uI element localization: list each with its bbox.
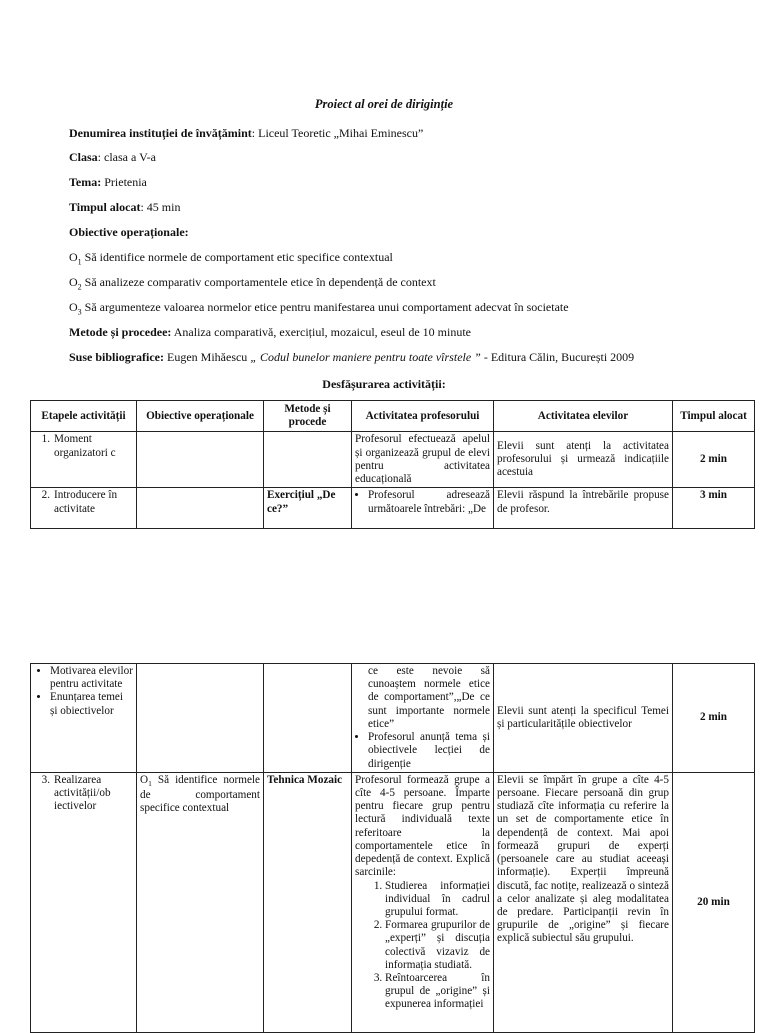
row2-time: 3 min bbox=[673, 488, 755, 529]
row3-stage-text: Realizarea activității/ob iectivelor bbox=[54, 773, 111, 813]
row2b-stage-item-1: • Motivarea elevilor pentru activitate bbox=[50, 665, 133, 691]
header-methods: Metode și procede bbox=[264, 401, 352, 432]
o2-text: Să analizeze comparativ comportamentele etice în dependență de context bbox=[81, 275, 436, 289]
row3-teacher bbox=[352, 772, 494, 1032]
o1-prefix: O bbox=[69, 250, 78, 264]
o3-text: Să argumenteze valoarea normelor etice pentru manifestarea unui comportament adecvat în societate bbox=[81, 300, 569, 314]
institution-line bbox=[69, 126, 423, 141]
row2-teacher bbox=[352, 488, 494, 529]
row1-stage bbox=[31, 432, 137, 488]
header-time: Timpul alocat bbox=[673, 401, 755, 432]
institution-label: Denumirea instituției de învățămint bbox=[69, 126, 252, 140]
row2b-time: 2 min bbox=[673, 664, 755, 773]
row3-stage bbox=[31, 772, 137, 1032]
o1-text: Să identifice normele de comportament etic specifice contextual bbox=[81, 250, 393, 264]
methods-label: Metode și procedee: bbox=[69, 325, 172, 339]
header-objectives: Obiective operaționale bbox=[137, 401, 264, 432]
table-row bbox=[31, 432, 755, 488]
section-title: Desfășurarea activității: bbox=[322, 377, 446, 391]
class-value: : clasa a V-a bbox=[97, 150, 156, 164]
row1-teacher: Profesorul efectuează apelul și organizează grupul de elevi pentru activitatea educațională bbox=[352, 432, 494, 488]
row2-students: Elevii răspund la întrebările propuse de profesor. bbox=[494, 488, 673, 529]
row2b-teacher-item: • Profesorul anunță tema și obiectivele lecției de dirigenție bbox=[368, 731, 490, 771]
row3-teacher-step: 3. Reîntoarcerea în grupul de „origine” și expunerea informației bbox=[385, 972, 490, 1012]
o2-sub: 2 bbox=[77, 282, 82, 292]
row1-num: 1. bbox=[41, 433, 50, 446]
row3-teacher-step: 2. Formarea grupurilor de „experți” și discuția colectivă vizaviz de informația studiată. bbox=[385, 919, 490, 972]
row1-stage-text: Moment organizatori c bbox=[54, 433, 116, 459]
row2b-stage-item-2: • Enunțarea temei și obiectivelor bbox=[50, 691, 133, 717]
objectives-heading bbox=[69, 225, 189, 240]
biblio-author: Eugen Mihăescu bbox=[164, 350, 251, 364]
row3-objective-text: Să identifice normele de comportament specifice contextual bbox=[140, 773, 260, 815]
row2b-teacher bbox=[352, 664, 494, 773]
row3-objective bbox=[137, 772, 264, 1032]
header-stages: Etapele activității bbox=[31, 401, 137, 432]
institution-value: : Liceul Teoretic „Mihai Eminescu” bbox=[251, 126, 424, 140]
row3-objective-prefix: O bbox=[140, 773, 149, 786]
header-teacher: Activitatea profesorului bbox=[352, 401, 494, 432]
row1-time: 2 min bbox=[673, 432, 755, 488]
activity-table-part-2 bbox=[30, 663, 755, 1033]
class-line bbox=[69, 150, 156, 165]
time-line bbox=[69, 200, 180, 215]
page-title: Proiect al orei de diriginție bbox=[314, 97, 454, 111]
biblio-label: Suse bibliografice: bbox=[69, 350, 164, 364]
row3-teacher-step: 1. Studierea informației individual în cadrul grupului format. bbox=[385, 880, 490, 920]
table-header-row bbox=[31, 401, 755, 432]
theme-value: Prietenia bbox=[101, 175, 147, 189]
row2-num: 2. bbox=[41, 489, 50, 502]
table-row bbox=[31, 664, 755, 773]
row3-teacher-intro: Profesorul formează grupe a cîte 4-5 persoane. Împarte pentru fiecare grup pentru lectură individuală texte referitoare la comportamentele etice în depedență de context. Explică sarcinile: bbox=[355, 773, 490, 879]
objectives-label: Obiective operaționale: bbox=[69, 225, 189, 239]
row2b-objective bbox=[137, 664, 264, 773]
biblio-publisher: - Editura Călin, București 2009 bbox=[480, 350, 635, 364]
row2b-stage bbox=[31, 664, 137, 773]
row2b-method bbox=[264, 664, 352, 773]
table-row bbox=[31, 488, 755, 529]
row3-time: 20 min bbox=[673, 772, 755, 1032]
row2-method: Exercițiul „De ce?” bbox=[264, 488, 352, 529]
row2-stage-text: Introducere în activitate bbox=[54, 489, 118, 515]
class-label: Clasa bbox=[69, 150, 98, 164]
time-label: Timpul alocat bbox=[69, 200, 141, 214]
o3-prefix: O bbox=[69, 300, 78, 314]
methods-value: Analiza comparativă, exercițiul, mozaicul, eseul de 10 minute bbox=[171, 325, 471, 339]
row1-students: Elevii sunt atenți la activitatea profesorului și urmează indicațiile acestuia bbox=[494, 432, 673, 488]
row2b-students: Elevii sunt atenți la specificul Temei și particularitățile obiectivelor bbox=[494, 664, 673, 773]
objective-o3 bbox=[69, 300, 569, 316]
row3-method: Tehnica Mozaic bbox=[264, 772, 352, 1032]
objective-o1 bbox=[69, 250, 393, 266]
row2-stage bbox=[31, 488, 137, 529]
o2-prefix: O bbox=[69, 275, 78, 289]
methods-line bbox=[69, 325, 471, 340]
theme-label: Tema: bbox=[69, 175, 102, 189]
row2b-teacher-continued: ce este nevoie să cunoaștem normele etice de comportament”,„De ce sunt importante normele etice” bbox=[368, 665, 490, 730]
biblio-book-title: „ Codul bunelor maniere pentru toate vîrstele ” bbox=[250, 350, 481, 364]
row3-objective-sub: 1 bbox=[148, 778, 152, 788]
table-row bbox=[31, 772, 755, 1032]
o1-sub: 1 bbox=[77, 257, 82, 267]
time-value: : 45 min bbox=[140, 200, 181, 214]
objective-o2 bbox=[69, 275, 436, 291]
activity-table-part-1 bbox=[30, 400, 755, 529]
bibliography-line bbox=[69, 350, 634, 365]
row3-students: Elevii se împărt în grupe a cîte 4-5 persoane. Fiecare persoană din grup studiază cîte informația cu referire la un set de comportamente etice în dependență de context. Mai apoi formează grupuri de experți (persoanele care au studiat aceeași informație). Experții împreună discută, fac notițe, realizează o sinteză a celor analizate și aleg modalitatea de predare. Participanții revin în grupurile de „origine” și fiecare explică subiectul său grupului. bbox=[494, 772, 673, 1032]
row1-objective bbox=[137, 432, 264, 488]
row2-objective bbox=[137, 488, 264, 529]
row3-num: 3. bbox=[41, 773, 50, 786]
row2-teacher-item: • Profesorul adresează următoarele întrebări: „De bbox=[368, 489, 490, 515]
header-students: Activitatea elevilor bbox=[494, 401, 673, 432]
row1-method bbox=[264, 432, 352, 488]
theme-line bbox=[69, 175, 147, 190]
o3-sub: 3 bbox=[77, 307, 82, 317]
